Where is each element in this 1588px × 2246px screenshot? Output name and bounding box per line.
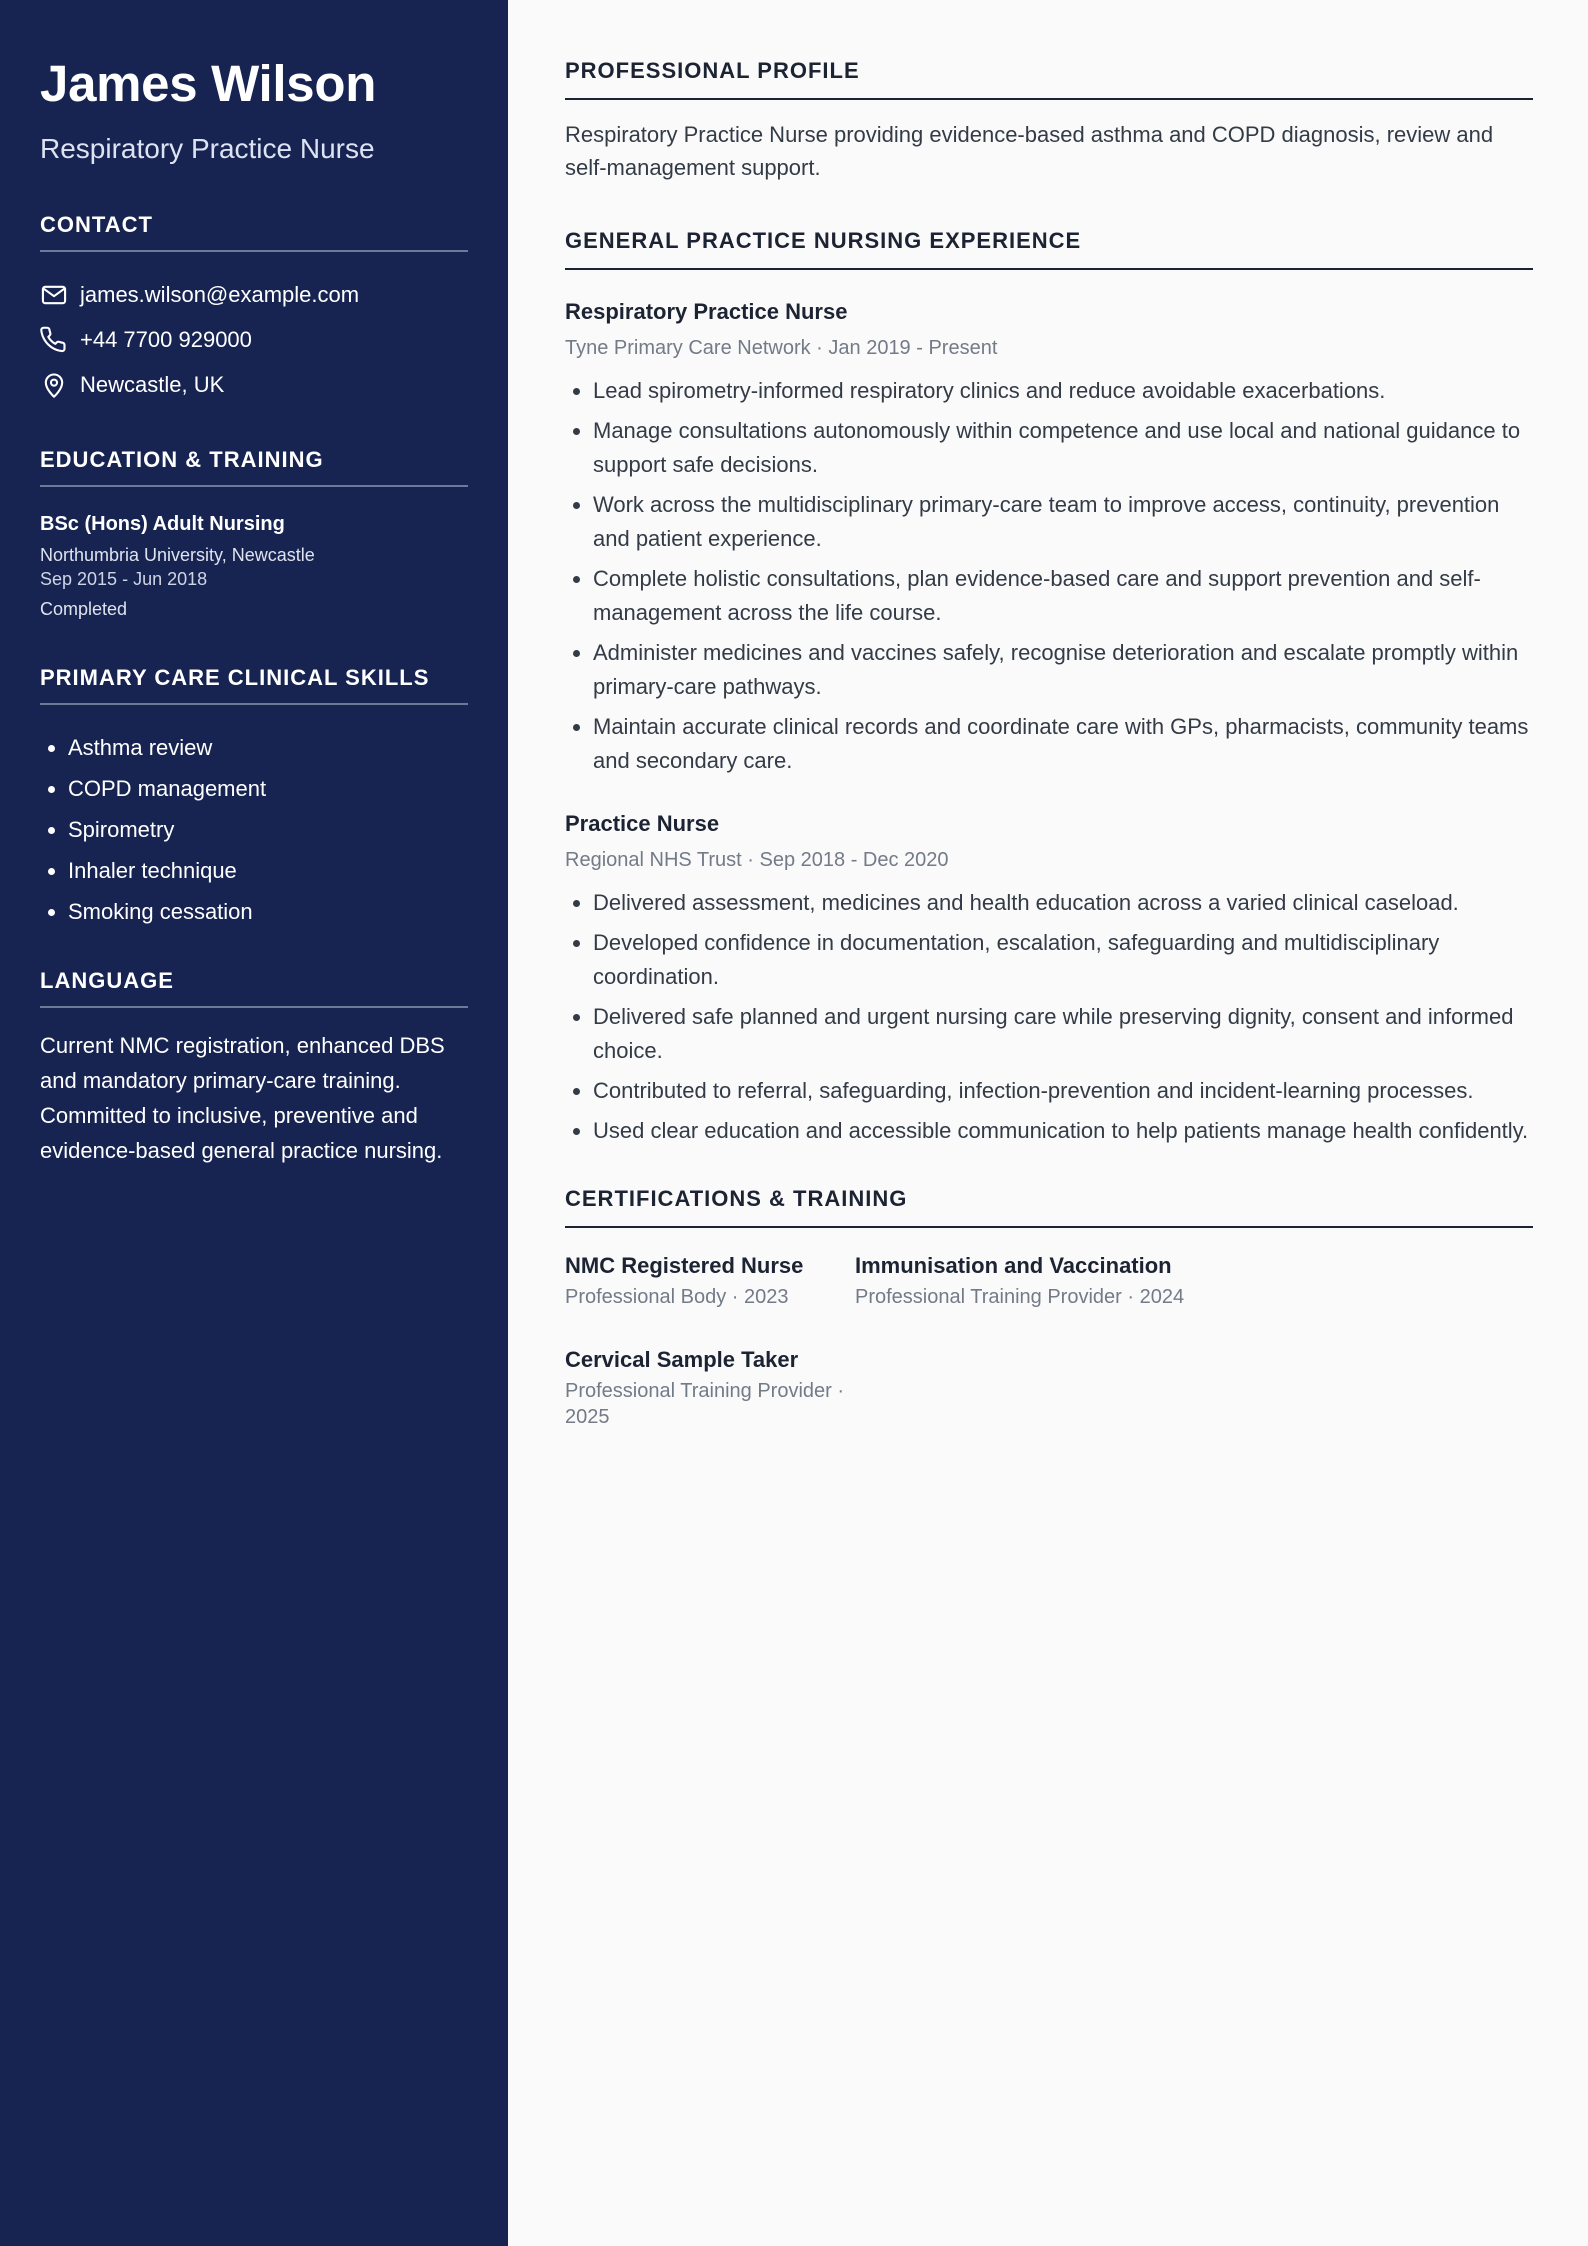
job-bullet: • Manage consultations autonomously within competence and use local and national guidance to support safe decisions. [593, 414, 1533, 482]
education-section [40, 447, 468, 621]
job-bullet: • Developed confidence in documentation, escalation, safeguarding and multidisciplinary coordination. [593, 926, 1533, 994]
job-bullet: • Lead spirometry-informed respiratory clinics and reduce avoidable exacerbations. [593, 374, 1533, 408]
location-pin-icon [40, 371, 68, 399]
job-bullet: • Administer medicines and vaccines safely, recognise deterioration and escalate promptly within primary-care pathways. [593, 636, 1533, 704]
language-text: Current NMC registration, enhanced DBS and mandatory primary-care training. Committed to inclusive, preventive and evidence-based general practice nursing. [40, 1033, 445, 1163]
contact-location [40, 362, 468, 407]
job-bullet: • Contributed to referral, safeguarding, infection-prevention and incident-learning processes. [593, 1074, 1533, 1108]
contact-phone[interactable] [40, 317, 468, 362]
job-bullets [565, 886, 1533, 1148]
job-entry [565, 810, 1533, 1148]
profile-section [565, 58, 1533, 184]
skills-heading: PRIMARY CARE CLINICAL SKILLS [40, 665, 468, 705]
job-bullet: • Delivered assessment, medicines and health education across a varied clinical caseload. [593, 886, 1533, 920]
certification-meta: Professional Training Provider · 2024 [855, 1286, 1185, 1308]
certifications-heading: CERTIFICATIONS & TRAINING [565, 1186, 1533, 1228]
contact-section [40, 212, 468, 407]
candidate-name: James Wilson [40, 55, 377, 112]
mail-icon [40, 281, 68, 309]
certifications-grid [565, 1252, 1533, 1430]
skill-item: • Inhaler technique [68, 850, 468, 891]
candidate-role: Respiratory Practice Nurse [40, 133, 375, 164]
certification-name: Cervical Sample Taker [565, 1347, 799, 1372]
profile-text: Respiratory Practice Nurse providing evidence-based asthma and COPD diagnosis, review and self-management support. [565, 122, 1494, 180]
education-status: Completed [40, 599, 128, 619]
job-title: Practice Nurse [565, 811, 720, 836]
job-bullet: • Used clear education and accessible communication to help patients manage health confidently. [593, 1114, 1533, 1148]
contact-phone-text: +44 7700 929000 [80, 326, 252, 352]
skills-list [40, 727, 468, 932]
job-bullet: • Maintain accurate clinical records and coordinate care with GPs, pharmacists, community teams and secondary care. [593, 710, 1533, 778]
contact-heading: CONTACT [40, 212, 468, 252]
job-bullets [565, 374, 1533, 778]
experience-heading: GENERAL PRACTICE NURSING EXPERIENCE [565, 228, 1533, 270]
language-heading: LANGUAGE [40, 968, 468, 1008]
certification-name: Immunisation and Vaccination [855, 1253, 1172, 1278]
sidebar [0, 0, 508, 2246]
job-bullet: • Complete holistic consultations, plan evidence-based care and support prevention and self-management across the life course. [593, 562, 1533, 630]
experience-section [565, 228, 1533, 1148]
job-title: Respiratory Practice Nurse [565, 299, 848, 324]
contact-email[interactable] [40, 272, 468, 317]
certification-item [565, 1346, 855, 1430]
skill-item: • COPD management [68, 768, 468, 809]
education-degree: BSc (Hons) Adult Nursing [40, 513, 285, 535]
job-meta: Regional NHS Trust · Sep 2018 - Dec 2020 [565, 849, 949, 871]
certification-name: NMC Registered Nurse [565, 1253, 804, 1278]
education-heading: EDUCATION & TRAINING [40, 447, 468, 487]
certification-item [855, 1252, 1533, 1310]
contact-list [40, 272, 468, 407]
skill-item: • Spirometry [68, 809, 468, 850]
profile-heading: PROFESSIONAL PROFILE [565, 58, 1533, 100]
job-bullet: • Work across the multidisciplinary primary-care team to improve access, continuity, prevention and patient experience. [593, 488, 1533, 556]
education-dates: Sep 2015 - Jun 2018 [40, 569, 208, 589]
education-school: Northumbria University, Newcastle [40, 545, 315, 565]
contact-email-text: james.wilson@example.com [80, 281, 360, 307]
certifications-section [565, 1186, 1533, 1430]
main-content [565, 0, 1533, 1430]
certification-meta: Professional Body · 2023 [565, 1286, 789, 1308]
contact-location-text: Newcastle, UK [80, 371, 225, 397]
phone-icon [40, 326, 68, 354]
skill-item: • Asthma review [68, 727, 468, 768]
job-meta: Tyne Primary Care Network · Jan 2019 - Present [565, 337, 998, 359]
language-section [40, 968, 468, 1168]
job-entry [565, 298, 1533, 778]
certification-item [565, 1252, 855, 1310]
skill-item: • Smoking cessation [68, 891, 468, 932]
job-bullet: • Delivered safe planned and urgent nursing care while preserving dignity, consent and informed choice. [593, 1000, 1533, 1068]
skills-section [40, 665, 468, 932]
certification-meta: Professional Training Provider · 2025 [565, 1380, 845, 1428]
